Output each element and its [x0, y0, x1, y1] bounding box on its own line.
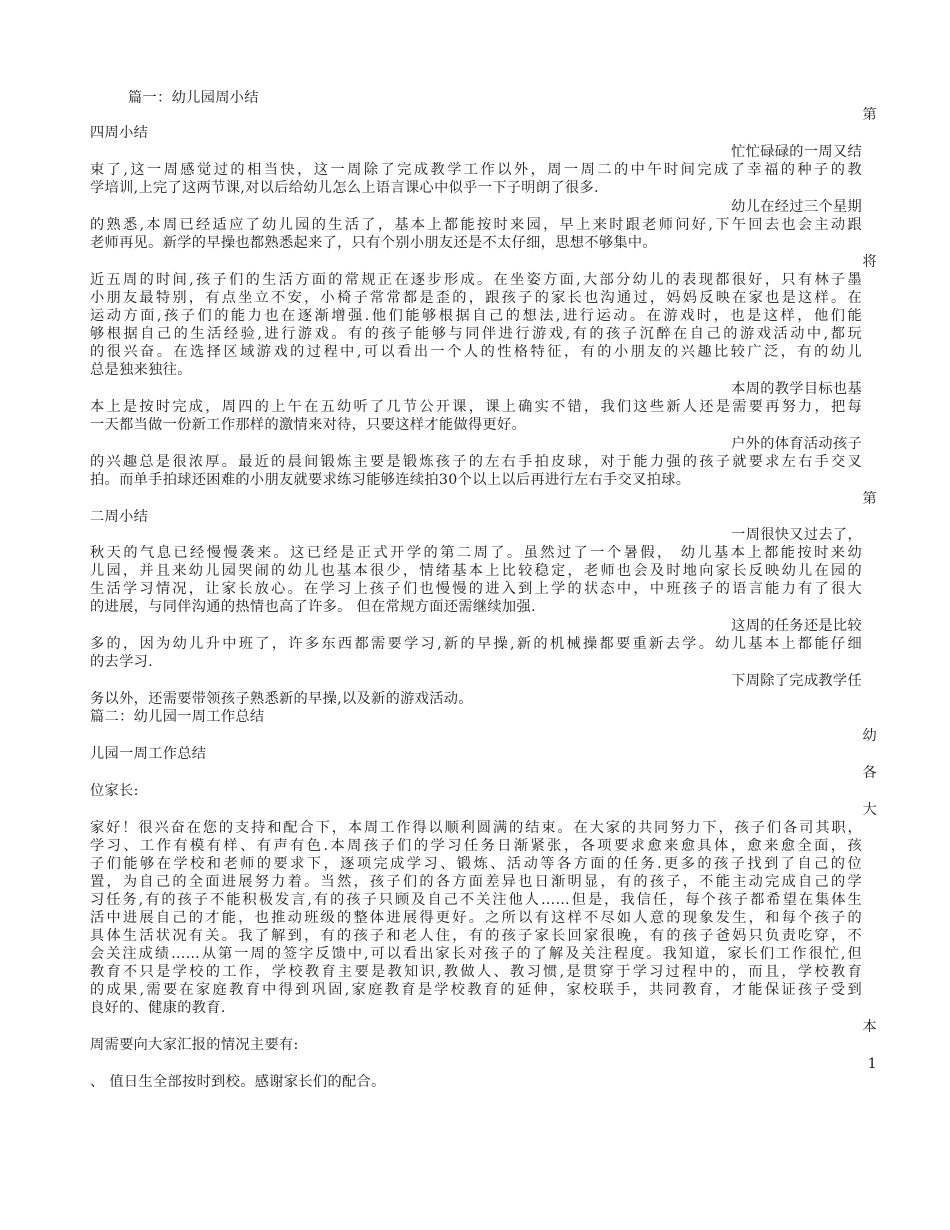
text-line: 运动方面,孩子们的能力也在逐渐增强.他们能够根据自己的想法,进行运动。在游戏时，也是这样，他们能 [90, 308, 862, 324]
text-line: 一天都当做一份新工作那样的激情来对待，只要这样才能做得更好。 [90, 417, 527, 433]
text-line: 良好的、健康的教育. [90, 1000, 226, 1016]
text-line: 的进展，与同伴沟通的热情也高了许多。 但在常规方面还需继续加强. [90, 599, 536, 615]
text-line: 老师再见。新学的早操也都熟悉起来了，只有个别小朋友还是不太仔细，思想不够集中。 [90, 235, 657, 251]
text-line: 总是独来独往。 [90, 362, 192, 378]
text-line: 束了,这一周感觉过的相当快，这一周除了完成教学工作以外，周一周二的中午时间完成了幸福的种子的教 [90, 162, 862, 178]
text-line: 1 [867, 1056, 877, 1072]
text-line: 小朋友最特别，有点坐立不安，小椅子常常都是歪的，跟孩子的家长也沟通过，妈妈反映在家也是这样。在 [90, 290, 862, 306]
text-line: 忙忙碌碌的一周又结 [731, 144, 862, 160]
text-line: 周需要向大家汇报的情况主要有: [90, 1037, 299, 1053]
text-line: 篇二：幼儿园一周工作总结 [90, 709, 265, 725]
text-line: 这周的任务还是比较 [731, 618, 862, 634]
text-line: 置，为自己的全面进展努力着。当然，孩子们的各方面差异也日渐明显，有的孩子，不能主动完成自己的学 [90, 874, 862, 890]
text-line: 儿园一周工作总结 [90, 746, 207, 762]
text-line: 近五周的时间,孩子们的生活方面的常规正在逐步形成。在坐姿方面,大部分幼儿的表现都很好，只有林子墨 [90, 272, 862, 288]
text-line: 第 [862, 107, 877, 123]
text-line: 四周小结 [90, 125, 149, 141]
text-line: 的去学习. [90, 654, 154, 670]
text-line: 够根据自己的生活经验,进行游戏。有的孩子能够与同伴进行游戏,有的孩子沉醉在自己的游戏活动中,都玩 [90, 326, 862, 342]
text-line: 拍。而单手拍球还困难的小朋友就要求练习能够连续拍30个以上以后再进行左右手交叉拍球。 [90, 472, 691, 488]
text-line: 学培训,上完了这两节课,对以后给幼儿怎么上语言课心中似乎一下子明朗了很多. [90, 180, 599, 196]
text-line: 本周的教学目标也基 [731, 381, 862, 397]
text-line: 幼 [862, 728, 877, 744]
text-line: 家好！很兴奋在您的支持和配合下，本周工作得以顺利圆满的结束。在大家的共同努力下，孩子们各司其职， [90, 820, 862, 836]
text-line: 将 [862, 254, 877, 270]
text-line: 的兴趣总是很浓厚。最近的晨间锻炼主要是锻炼孩子的左右手拍皮球，对于能力强的孩子就要求左右手交叉 [90, 454, 862, 470]
text-line: 的很兴奋。在选择区域游戏的过程中,可以看出一个人的性格特征，有的小朋友的兴趣比较广泛，有的幼儿 [90, 344, 862, 360]
text-line: 习任务,有的孩子不能积极发言,有的孩子只顾及自己不关注他人……但是，我信任，每个孩子都希望在集体生 [90, 892, 862, 908]
text-line: 子们能够在学校和老师的要求下，逐项完成学习、锻炼、活动等各方面的任务.更多的孩子找到了自己的位 [90, 856, 862, 872]
text-line: 具体生活状况有关。我了解到，有的孩子和老人住，有的孩子家长回家很晚，有的孩子爸妈只负责吃穿，不 [90, 928, 862, 944]
text-line: 会关注成绩……从第一周的签字反馈中,可以看出家长对孩子的了解及关注程度。我知道，家长们工作很忙,但 [90, 946, 862, 962]
text-line: 的成果,需要在家庭教育中得到巩固,家庭教育是学校教育的延伸，家校联手，共同教育，才能保证孩子受到 [90, 982, 862, 998]
text-line: 二周小结 [90, 509, 149, 525]
text-line: 、 值日生全部按时到校。感谢家长们的配合。 [90, 1074, 386, 1090]
text-line: 幼儿在经过三个星期 [731, 199, 862, 215]
text-line: 下周除了完成教学任 [731, 673, 862, 689]
text-line: 多的，因为幼儿升中班了，许多东西都需要学习,新的早操,新的机械操都要重新去学。幼儿基本上都能仔细 [90, 636, 862, 652]
text-line: 户外的体育活动孩子 [731, 436, 862, 452]
text-line: 本上是按时完成，周四的上午在五幼听了几节公开课，课上确实不错，我们这些新人还是需要再努力，把每 [90, 399, 862, 415]
text-line: 位家长: [90, 783, 139, 799]
text-line: 活中进展自己的才能，也推动班级的整体进展得更好。之所以有这样不尽如人意的现象发生，和每个孩子的 [90, 910, 862, 926]
text-line: 生活学习情况，让家长放心。在学习上孩子们也慢慢的进入到上学的状态中，中班孩子的语言能力有了很大 [90, 581, 862, 597]
text-line: 第 [862, 491, 877, 507]
text-line: 的熟悉,本周已经适应了幼儿园的生活了，基本上都能按时来园，早上来时跟老师问好,下午回去也会主动跟 [90, 217, 862, 233]
text-line: 务以外，还需要带领孩子熟悉新的早操,以及新的游戏活动。 [90, 691, 473, 707]
text-line: 教育不只是学校的工作，学校教育主要是教知识,教做人、教习惯,是贯穿于学习过程中的，而且，学校教育 [90, 964, 862, 980]
text-line: 篇一：幼儿园周小结 [128, 90, 259, 106]
text-line: 本 [862, 1019, 877, 1035]
text-line: 一周很快又过去了， [731, 527, 862, 543]
text-line: 各 [862, 765, 877, 781]
text-line: 儿园，并且来幼儿园哭闹的幼儿也基本很少，情绪基本上比较稳定，老师也会及时地向家长反映幼儿在园的 [90, 563, 862, 579]
text-line: 秋天的气息已经慢慢袭来。这已经是正式开学的第二周了。虽然过了一个暑假， 幼儿基本上都能按时来幼 [90, 545, 862, 561]
text-line: 学习、工作有模有样、有声有色.本周孩子们的学习任务日渐紧张，各项要求愈来愈具体，愈来愈全面，孩 [90, 838, 862, 854]
text-line: 大 [862, 802, 877, 818]
